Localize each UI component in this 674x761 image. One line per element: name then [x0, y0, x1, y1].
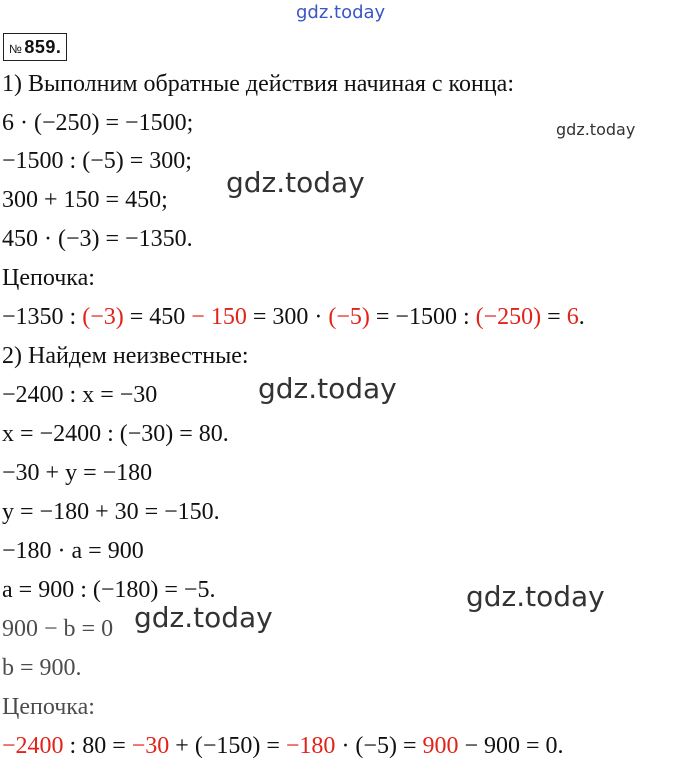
- watermark: gdz.today: [556, 120, 636, 139]
- equation-line: x = −2400 : (−30) = 80.: [2, 421, 229, 447]
- chain-segment: =: [541, 304, 567, 330]
- chain-segment: −2400: [2, 733, 64, 759]
- chain-segment: − 150: [191, 304, 247, 330]
- chain-segment: .: [578, 304, 585, 330]
- chain-segment: = 450: [123, 304, 192, 330]
- problem-number-value: 859.: [24, 37, 62, 57]
- equation-line: 900 − b = 0: [2, 616, 114, 642]
- problem-number: [3, 33, 67, 61]
- equation-line: b = 900.: [2, 655, 82, 681]
- chain-segment: (−250): [475, 304, 542, 330]
- chain-label: Цепочка:: [2, 265, 95, 291]
- chain-label: Цепочка:: [2, 694, 95, 720]
- number-sign: №: [9, 42, 23, 56]
- chain-segment: − 900 = 0.: [458, 733, 564, 759]
- watermark: gdz.today: [134, 601, 273, 634]
- equation-line: −1500 : (−5) = 300;: [2, 148, 192, 174]
- equation-line: −2400 : x = −30: [2, 382, 158, 408]
- chain-segment: · (−5) =: [335, 733, 423, 759]
- chain-segment: = 300 ·: [246, 304, 329, 330]
- equation-line: 450 · (−3) = −1350.: [2, 226, 193, 252]
- watermark: gdz.today: [466, 580, 605, 613]
- chain-segment: −30: [131, 733, 170, 759]
- chain-segment: : 80 =: [63, 733, 132, 759]
- equation-line: −30 + y = −180: [2, 460, 153, 486]
- chain-segment: (−5): [328, 304, 370, 330]
- chain-line-1: [2, 302, 585, 332]
- equation-line: −180 · a = 900: [2, 538, 144, 564]
- chain-segment: (−3): [82, 304, 124, 330]
- equation-line: a = 900 : (−180) = −5.: [2, 577, 216, 603]
- chain-segment: −180: [285, 733, 336, 759]
- chain-segment: = −1500 :: [369, 304, 476, 330]
- equation-line: 6 · (−250) = −1500;: [2, 110, 194, 136]
- chain-segment: −1350 :: [2, 304, 83, 330]
- part1-title: 1) Выполним обратные действия начиная с конца:: [2, 71, 515, 97]
- watermark: gdz.today: [258, 372, 397, 405]
- part2-title: 2) Найдем неизвестные:: [2, 343, 249, 369]
- chain-segment: + (−150) =: [169, 733, 286, 759]
- chain-segment: 6: [566, 304, 579, 330]
- equation-line: y = −180 + 30 = −150.: [2, 499, 220, 525]
- watermark: gdz.today: [296, 2, 386, 23]
- chain-line-2: [2, 731, 564, 761]
- watermark: gdz.today: [226, 166, 365, 199]
- chain-segment: 900: [422, 733, 459, 759]
- equation-line: 300 + 150 = 450;: [2, 187, 168, 213]
